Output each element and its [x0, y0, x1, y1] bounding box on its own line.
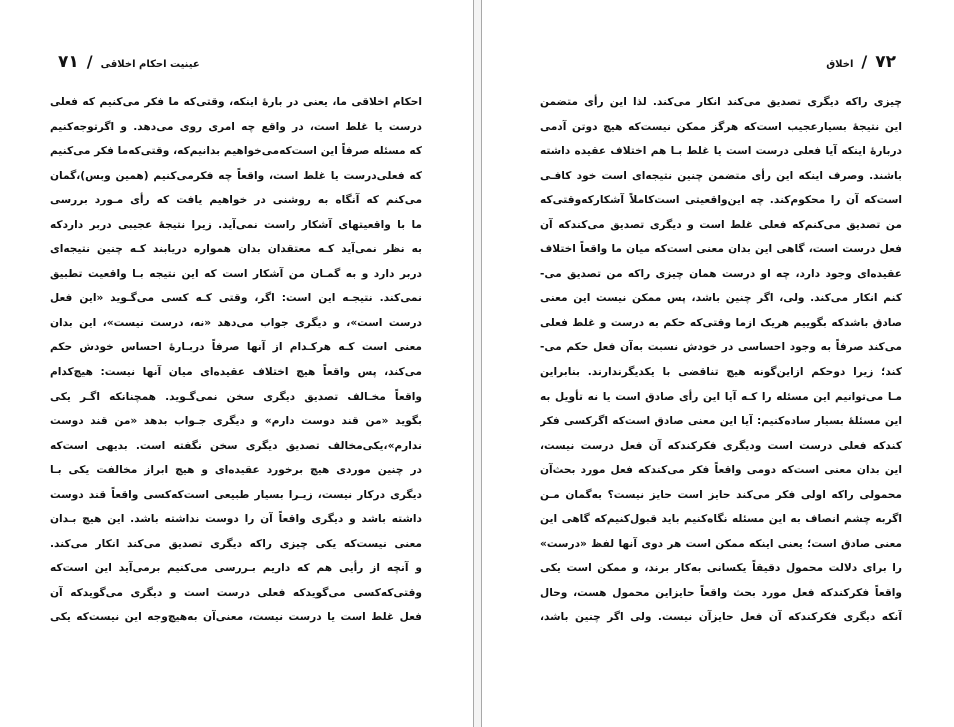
text-line: وقتی‌که‌کسی می‌گوید‌که فعلی درست است و دیگری می‌گویدکه آن — [50, 586, 422, 599]
right-page — [481, 0, 954, 727]
text-line: دربارهٔ اینکه آیا فعلی درست است یا غلط بـا هم اختلاف عقیده داشته — [540, 145, 902, 158]
text-line: در چنین موردی هیچ برخورد عقیده‌ای و هیچ ابراز مخالفت یکی بـا — [50, 464, 422, 477]
left-page-body — [50, 90, 422, 630]
text-line: کند؛ زیرا دوحکم ازاین‌گونه هیچ تناقضی با یکدیگرندارند. بنابراین — [540, 366, 902, 379]
text-line: این بدان معنی است‌که دومی واقعاً فکر می‌کندکه فعل مورد بحث‌آن — [540, 464, 902, 477]
text-line: است‌که آن را محکوم‌کند. چه این‌واقعیتی است‌کاملاً آشکار‌که‌وقتی‌که — [540, 194, 902, 207]
text-line: درست است»، و دیگری جواب می‌دهد «نه، درست نیست»، این بدان — [50, 316, 422, 329]
left-page-header — [58, 52, 200, 76]
book-gutter — [474, 0, 481, 727]
text-line: چیزی راکه دیگری تصدیق می‌کند انکار می‌کند. لذا این رأی متضمن — [540, 96, 902, 108]
text-line: داشته باشد و دیگری واقعاً آن را دوست نداشته باشد. این هیچ بـدان — [50, 513, 422, 526]
text-line: را برای دلالت محمول دقیقاً یکسانی به‌کار برند، و ممکن است یکی — [540, 562, 902, 575]
text-line: واقعاً فکرکندکه فعل مورد بحث واقعاً حایزاین محمول هست، وحال — [540, 586, 902, 599]
left-running-title: عینیت احکام اخلاقی — [100, 59, 200, 70]
text-line: می‌کنم که آنگاه به روشنی در خواهیم یافت که رأی مـورد بررسی — [50, 194, 422, 207]
text-line: فعل غلط است یا درست نیست، معنی‌آن به‌هیچ‌وجه این نیست‌که یکی — [50, 611, 422, 624]
right-running-title: اخلاق — [826, 59, 854, 70]
text-line: ندارم»،یکی‌مخالف تصدیق دیگری سخن نگفته است. بدیهی است‌که — [50, 439, 422, 452]
right-page-header — [826, 52, 896, 76]
text-line: باشند. وصرف اینکه این رأی متضمن چنین نتیجه‌ای است خود کافـی — [540, 169, 902, 182]
left-page — [0, 0, 474, 727]
text-line: بگوید «من قند دوست دارم» و دیگری جـواب بدهد «من قند دوست — [50, 415, 422, 428]
text-line: صادق باشدکه بگوییم هریک ازما وقتی‌که حکم به درست و غلط فعلی — [540, 316, 902, 329]
text-line: که فعلی‌درست یا غلط است، واقعاً چه فکرمی‌کنیم (همین وبس)،گمان — [50, 169, 422, 182]
text-line: نمی‌کند. نتیجـه این است: اگر، وقتی کـه کسی می‌گـوید «این فعل — [50, 292, 422, 305]
text-line: می‌کند، پس واقعاً هیچ اختلاف عقیده‌ای میان آنها نیست: هیچ‌کدام — [50, 366, 422, 379]
text-line: ما با واقعیتهای آشکار راست نمی‌آید. زیرا نتیجهٔ عجیبی دربر داردکه — [50, 218, 422, 231]
text-line: معنی است کـه هرکـدام از آنها صرفاً دربـارهٔ احساس خودش حکم — [50, 341, 422, 354]
text-line: معنی نیست‌که یکی چیزی راکه دیگری تصدیق می‌کند انکار می‌کند. — [50, 537, 422, 550]
header-separator: / — [861, 52, 868, 71]
text-line: من تصدیق می‌کنم‌که فعلی غلط است و دیگری تصدیق می‌کندکه آن — [540, 218, 902, 231]
text-line: واقعاً مخـالف تصدیق دیگری سخن نمی‌گـوید. همچنانکه اگـر یکی — [50, 390, 422, 403]
text-line: به نظر نمی‌آید کـه معتقدان بدان همواره دریابند کـه چنین نتیجه‌ای — [50, 243, 422, 256]
text-line: اگربه چشم انصاف به این مسئله نگاه‌کنیم باید قبول‌کنیم‌که گاهی این — [540, 513, 902, 526]
text-line: کندکه فعلی درست است ودیگری فکرکندکه آن فعل درست نیست، — [540, 439, 902, 452]
right-page-number: ۷۲ — [875, 52, 896, 72]
text-line: فعل درست است، گاهی این بدان معنی است‌که میان ما واقعاً اختلاف — [540, 243, 902, 256]
text-line: دیگری درکار نیست، زیـرا بسیار طبیعی است‌که‌کسی واقعاً قند دوست — [50, 488, 422, 501]
left-page-number: ۷۱ — [58, 52, 79, 72]
text-line: این مسئلهٔ بسیار ساده‌کنیم: آیا این معنی صادق است‌که اگرکسی فکر — [540, 415, 902, 428]
text-line: معنی صادق است؛ یعنی اینکه ممکن است هر دوی آنها لفظ «درست» — [540, 537, 902, 550]
text-line: این نتیجهٔ بسیارعجیب است‌که هرگز ممکن نیست‌که هیچ دوتن آدمی — [540, 120, 902, 133]
text-line: عقیده‌ای وجود دارد، چه او درست همان چیزی راکه من تصدیق می- — [540, 267, 902, 280]
text-line: که مسئله صرفاً این است‌که‌می‌خواهیم بدانیم‌که، وقتی‌که‌ما فکر می‌کنیم — [50, 145, 422, 158]
right-page-body — [540, 90, 902, 630]
text-line: احکام اخلاقی ما، یعنی در بارهٔ اینکه، وقتی‌که ما فکر می‌کنیم که فعلی — [50, 96, 422, 108]
text-line: درست یا غلط است، در واقع چه امری روی می‌دهد. و اگرتوجه‌کنیم — [50, 120, 422, 133]
text-line: دربر دارد و به گمـان من آشکار است که این نتیجه بـا واقعیت تطبیق — [50, 267, 422, 280]
header-separator: / — [86, 52, 93, 71]
text-line: و آنچه از رأیی هم که داریم بـررسی می‌کنیم برمی‌آید این است‌که — [50, 562, 422, 575]
text-line: آنکه دیگری فکرکندکه آن فعل حایزآن نیست. ولی اگر چنین باشد، — [540, 611, 902, 624]
text-line: می‌کند صرفاً به وجود احساسی در خودش نسبت به‌آن فعل حکم می‌- — [540, 341, 902, 354]
text-line: کنم انکار می‌کند. ولی، اگر چنین باشد، پس ممکن نیست این معنی — [540, 292, 902, 305]
text-line: مـا می‌توانیم این مسئله را کـه آیا این رأی صادق است یا نه تأویل به — [540, 390, 902, 403]
text-line: محمولی راکه اولی فکر می‌کند حایز است حایز نیست؟ به‌گمان مـن — [540, 488, 902, 501]
